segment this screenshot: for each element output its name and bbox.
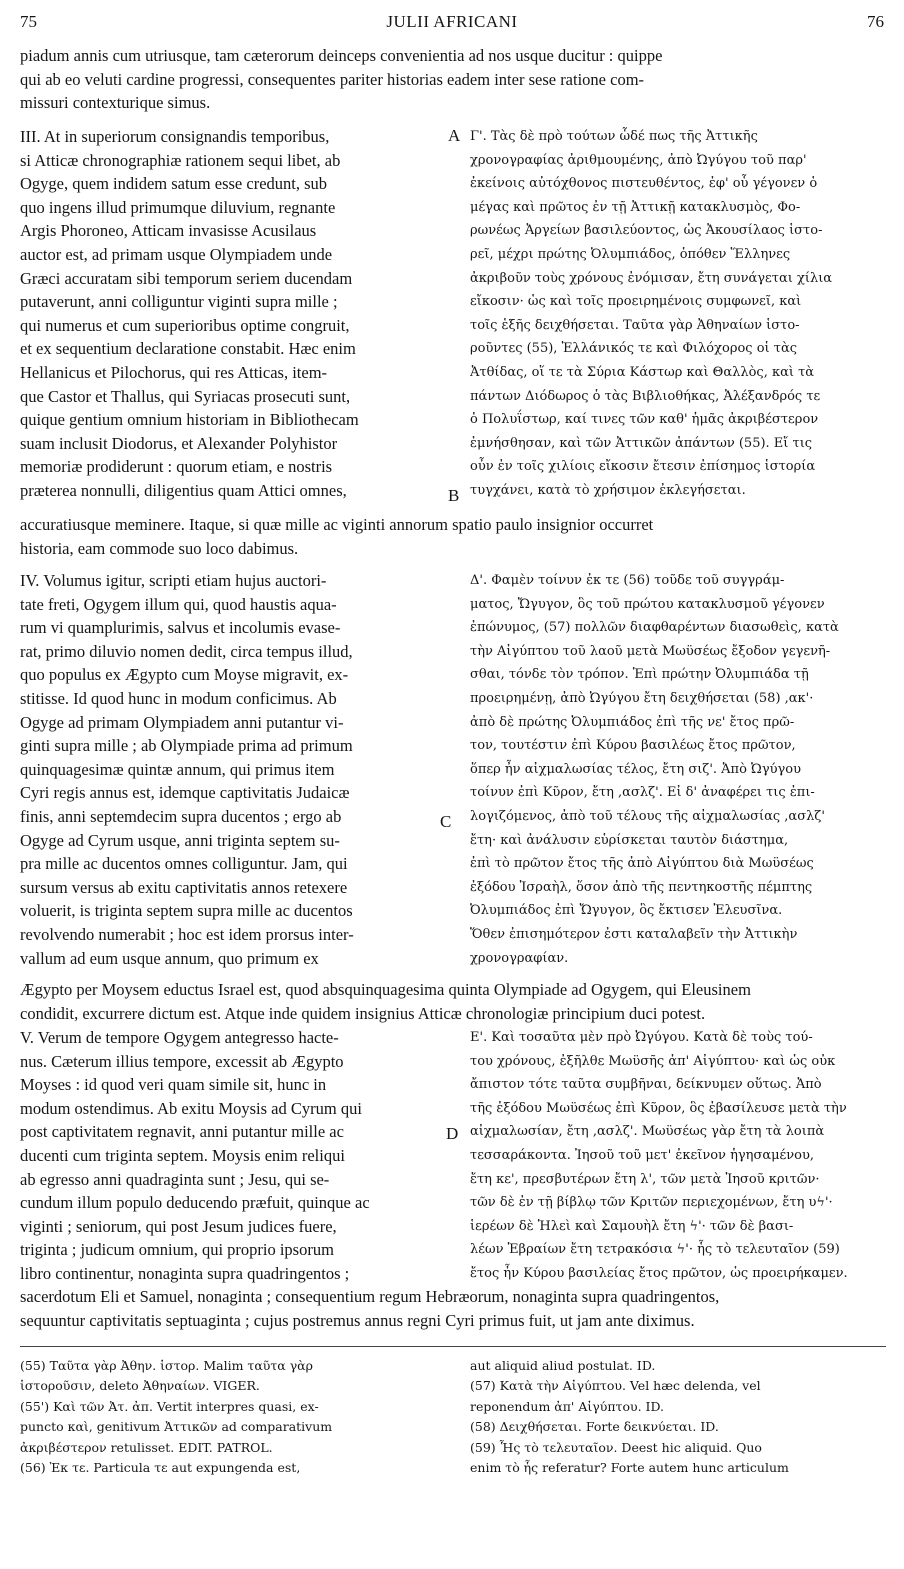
text-line: quo populus ex Ægypto cum Moyse migravit, ex- xyxy=(20,665,349,685)
footnotes-left xyxy=(20,1356,450,1478)
text-line: piadum annis cum utriusque, tam cæterorum deinceps convenientia ad nos usque ducitur : quippe xyxy=(20,46,663,65)
text-line: Argis Phoroneo, Atticam invasisse Acusilaus xyxy=(20,221,317,241)
text-line: προειρημένῃ, ἀπὸ Ὠγύγου ἔτη δειχθήσεται (58) ,ακ'· xyxy=(470,690,814,706)
text-line: ἐπὶ τὸ πρῶτον ἔτος τῆς ἀπὸ Αἰγύπτου διὰ Μωϋσέως xyxy=(470,856,814,872)
text-line: vallum ad eum usque annum, quo primum ex xyxy=(20,948,319,968)
text-line: Ε'. Καὶ τοσαῦτα μὲν πρὸ Ὠγύγου. Κατὰ δὲ τοὺς τού- xyxy=(470,1030,813,1045)
text-line: τῶν δὲ ἐν τῇ βίβλῳ τῶν Κριτῶν περιεχομένων, ἔτη υϟ'· xyxy=(470,1195,833,1211)
footnote-line: (55) Ταῦτα γὰρ Ἀθην. ἱστορ. Malim ταῦτα γὰρ xyxy=(20,1358,313,1373)
text-line: finis, anni septemdecim supra ducentos ; ergo ab xyxy=(20,806,342,826)
bridge-paragraph-1 xyxy=(20,513,886,560)
footnote-line: enim τὸ ἧς referatur? Forte autem hunc articulum xyxy=(470,1459,789,1475)
section-4-greek xyxy=(470,569,886,970)
section-3-latin xyxy=(20,125,448,503)
text-line: putaverunt, anni colliguntur viginti supra mille ; xyxy=(20,292,338,312)
footnote-line: (56) Ἐκ τε. Particula τε aut expungenda est, xyxy=(20,1459,301,1475)
text-line: libro continentur, nonaginta supra quadringentos ; xyxy=(20,1263,350,1283)
text-line: ἐμνήσθησαν, καὶ τῶν Ἀττικῶν ἁπάντων (55). Εἴ τις xyxy=(470,435,813,451)
section-3-greek xyxy=(470,125,886,503)
text-line: ὁ Πολυΐστωρ, καί τινες τῶν καθ' ἡμᾶς ἀκριβέστερον xyxy=(470,412,819,428)
text-line: IV. Volumus igitur, scripti etiam hujus auctori- xyxy=(20,571,327,590)
text-line: qui numerus et cum superioribus optime congruit, xyxy=(20,315,350,335)
text-line: λέων Ἑβραίων ἔτη τετρακόσια ϟ'· ἧς τὸ τελευταῖον (59) xyxy=(470,1242,840,1258)
text-line: voluerit, is triginta septem supra mille ac ducentos xyxy=(20,901,353,921)
footnote-line: puncto καὶ, genitivum Ἀττικῶν ad comparativum xyxy=(20,1419,333,1435)
text-line: χρονογραφίας ἀριθμουμένης, ἀπὸ Ὠγύγου τοῦ παρ' xyxy=(470,152,807,168)
text-line: ὅπερ ἦν αἰχμαλωσίας τέλος, ἔτη σιζ'. Ἀπὸ Ὠγύγου xyxy=(470,761,802,777)
text-line: του χρόνους, ἐξῆλθε Μωϋσῆς ἀπ' Αἰγύπτου· καὶ ὡς οὐκ xyxy=(470,1053,836,1069)
text-line: pra mille ac ducentos omnes colliguntur. Jam, qui xyxy=(20,854,348,874)
footnote-divider xyxy=(20,1346,886,1347)
text-line: et ex sequentium declaratione constabit. Hæc enim xyxy=(20,339,356,359)
text-line: post captivitatem regnavit, anni putantur mille ac xyxy=(20,1122,344,1142)
text-line: quique gentium omnium historiam in Bibliothecam xyxy=(20,410,359,430)
text-line: memoriæ prodiderunt : quorum etiam, e nostris xyxy=(20,457,333,477)
running-title: JULII AFRICANI xyxy=(386,12,518,31)
text-line: ἐξόδου Ἰσραὴλ, ὅσον ἀπὸ τῆς πεντηκοστῆς πέμπτης xyxy=(470,879,813,895)
text-line: λογιζόμενος, ἀπὸ τοῦ τέλους τῆς αἰχμαλωσίας ,ασλζ' xyxy=(470,808,825,824)
text-line: ἔτος ἦν Κύρου βασιλείας ἔτος πρῶτον, ὡς προειρήκαμεν. xyxy=(470,1265,848,1281)
footnote-line: ἀκριβέστερον retulisset. EDIT. PATROL. xyxy=(20,1439,273,1455)
text-line: que Castor et Thallus, qui Syriacas prosecuti sunt, xyxy=(20,386,351,406)
text-line: τυγχάνει, κατὰ τὸ χρήσιμον ἐκλεγήσεται. xyxy=(470,482,746,498)
text-line: viginti ; seniorum, qui post Jesum judices fuere, xyxy=(20,1216,337,1236)
margin-letter-b: B xyxy=(448,486,460,505)
text-line: Ἀτθίδας, οἵ τε τὰ Σύρια Κάστωρ καὶ Θαλλὸς, καὶ τὰ xyxy=(470,364,815,380)
text-line: Græci accuratam sibi temporum seriem ducendam xyxy=(20,268,353,288)
text-line: οὖν ἐν τοῖς χιλίοις εἴκοσιν ἔτεσιν ἐπίσημος ἱστορία xyxy=(470,459,816,475)
text-line: Moyses : id quod veri quam simile sit, hunc in xyxy=(20,1075,327,1095)
text-line: V. Verum de tempore Ogygem antegresso hacte- xyxy=(20,1028,339,1047)
text-line: missuri contexturique simus. xyxy=(20,93,211,113)
text-line: præterea nonnulli, diligentius quam Attici omnes, xyxy=(20,480,347,500)
footnote-line: (57) Κατὰ τὴν Αἰγύπτου. Vel hæc delenda, vel xyxy=(470,1378,761,1394)
text-line: qui ab eo veluti cardine progressi, consequentes pariter historias eadem inter sese ratione com- xyxy=(20,69,645,89)
page-header xyxy=(18,12,886,40)
text-line: sursum versus ab exitu captivitatis annos retexere xyxy=(20,877,348,897)
text-line: αἰχμαλωσίαν, ἔτη ,ασλζ'. Μωϋσέως γὰρ ἔτη τὰ λοιπὰ xyxy=(470,1124,825,1140)
text-line: τῆς ἐξόδου Μωϋσέως ἐπὶ Κῦρον, ὃς ἐβασίλευσε μετὰ τὴν xyxy=(470,1100,847,1116)
text-line: Ὀλυμπιάδος ἐπὶ Ὤγυγον, ὃς ἔκτισεν Ἐλευσῖνα. xyxy=(470,903,783,919)
text-line: sequuntur captivitatis septuaginta ; cujus postremus annus regni Cyri primus fuit, ut jam ante diximus. xyxy=(20,1310,695,1330)
page-number-left: 75 xyxy=(20,12,37,31)
bridge-paragraph-2 xyxy=(20,978,886,1025)
page-number-right: 76 xyxy=(867,12,884,31)
closing-paragraph xyxy=(20,1285,886,1332)
text-line: ματος, Ὤγυγον, ὃς τοῦ πρώτου κατακλυσμοῦ γέγονεν xyxy=(470,596,825,612)
text-line: πάντων Διόδωρος ὁ τὰς Βιβλιοθήκας, Ἀλέξανδρός τε xyxy=(470,388,821,404)
text-line: modum ostendimus. Ab exitu Moysis ad Cyrum qui xyxy=(20,1098,362,1118)
text-line: quo ingens illud primumque diluvium, regnante xyxy=(20,197,336,217)
text-line: tate freti, Ogygem illum qui, quod haustis aqua- xyxy=(20,594,337,614)
text-line: ἐπώνυμος, (57) πολλῶν διαφθαρέντων διασωθεὶς, κατὰ xyxy=(470,620,839,636)
text-line: III. At in superiorum consignandis temporibus, xyxy=(20,127,330,146)
text-line: ἐκείνοις αὐτόχθονος πιστευθέντος, ἐφ' οὗ γέγονεν ὁ xyxy=(470,176,818,192)
text-line: auctor est, ad primam usque Olympiadem unde xyxy=(20,244,333,264)
footnote-line: ἱστοροῦσιν, deleto Ἀθηναίων. VIGER. xyxy=(20,1378,260,1394)
section-5-greek xyxy=(470,1026,886,1286)
section-5-latin xyxy=(20,1026,448,1286)
text-line: ab egresso anni quadraginta sunt ; Jesu, qui se- xyxy=(20,1169,330,1189)
text-line: cundum illum populo deducendo præfuit, quinque ac xyxy=(20,1193,370,1213)
text-line: condidit, excurrere dictum est. Atque inde quidem insignius Atticæ chronologiæ principium duci potest. xyxy=(20,1003,706,1023)
text-line: ἄπιστον τότε ταῦτα συμβῆναι, δείκνυμεν οὕτως. Ἀπὸ xyxy=(470,1077,822,1093)
text-line: ἱερέων δὲ Ἠλεὶ καὶ Σαμουὴλ ἔτη ϟ'· τῶν δὲ βασι- xyxy=(470,1218,794,1234)
text-line: ρωνέως Ἀργείων βασιλεύοντος, ὡς Ἀκουσίλαος ἱστο- xyxy=(470,223,823,239)
text-line: stitisse. Id quod hunc in modum conficimus. Ab xyxy=(20,688,337,708)
text-line: rat, primo diluvio nomen dedit, circa tempus illud, xyxy=(20,641,353,661)
text-line: σθαι, τόνδε τὸν τρόπον. Ἐπὶ πρώτην Ὀλυμπιάδα τῇ xyxy=(470,667,809,683)
opening-paragraph xyxy=(20,44,886,115)
text-line: suam inclusit Diodorus, et Alexander Polyhistor xyxy=(20,433,338,453)
footnote-line: (59) Ἧς τὸ τελευταῖον. Deest hic aliquid. Quo xyxy=(470,1439,762,1455)
text-line: τον, τουτέστιν ἐπὶ Κύρου βασιλέως ἔτος πρῶτον, xyxy=(470,738,796,754)
text-line: τὴν Αἰγύπτου τοῦ λαοῦ μετὰ Μωϋσέως ἔξοδον γεγενῆ- xyxy=(470,643,831,659)
text-line: ginti supra mille ; ab Olympiade prima ad primum xyxy=(20,736,353,756)
text-line: sacerdotum Eli et Samuel, nonaginta ; consequentium regum Hebræorum, nonaginta supra quadringentos, xyxy=(20,1287,720,1306)
text-line: Hellanicus et Pilochorus, qui res Atticas, item- xyxy=(20,362,328,382)
footnote-line: aut aliquid aliud postulat. ID. xyxy=(470,1358,656,1373)
text-line: rum vi quamplurimis, salvus et incolumis evase- xyxy=(20,618,341,638)
footnote-line: (58) Δειχθήσεται. Forte δεικνύεται. ID. xyxy=(470,1419,719,1435)
text-line: triginta ; judicum omnium, qui proprio ipsorum xyxy=(20,1240,334,1260)
text-line: Ὅθεν ἐπισημότερον ἐστι καταλαβεῖν τὴν Ἀττικὴν xyxy=(470,926,798,942)
text-line: Cyri regis annus est, idemque captivitatis Judaicæ xyxy=(20,783,350,803)
text-line: ducenti cum triginta septem. Moysis enim reliqui xyxy=(20,1145,345,1165)
text-line: τοῖς ἑξῆς δειχθήσεται. Ταῦτα γὰρ Ἀθηναίων ἱστο- xyxy=(470,317,800,333)
text-line: μέγας καὶ πρῶτος ἐν τῇ Ἀττικῇ κατακλυσμὸς, Φο- xyxy=(470,199,801,215)
text-line: χρονογραφίαν. xyxy=(470,950,569,966)
text-line: τεσσαράκοντα. Ἰησοῦ τοῦ μετ' ἐκεῖνον ἡγησαμένου, xyxy=(470,1147,815,1163)
section-4-latin xyxy=(20,569,448,970)
text-line: εἴκοσιν· ὡς καὶ τοῖς προειρημένοις συμφωνεῖ, καὶ xyxy=(470,294,802,310)
text-line: ἀπὸ δὲ πρώτης Ὀλυμπιάδος ἐπὶ τῆς νε' ἔτος πρῶ- xyxy=(470,714,795,730)
text-line: ἀκριβοῦν τοὺς χρόνους ἐνόμισαν, ἔτη συνάγεται χίλια xyxy=(470,270,833,286)
text-line: Ogyge ad primam Olympiadem anni putantur vi- xyxy=(20,712,344,732)
text-line: nus. Cæterum illius tempore, excessit ab Ægypto xyxy=(20,1051,344,1071)
text-line: Ogyge, quem indidem satum esse credunt, sub xyxy=(20,174,328,194)
text-line: ροῦντες (55), Ἑλλάνικός τε καὶ Φιλόχορος οἱ τὰς xyxy=(470,341,798,357)
footnote-line: reponendum ἀπ' Αἰγύπτου. ID. xyxy=(470,1398,665,1414)
text-line: τοίνυν ἐπὶ Κῦρον, ἔτη ,ασλζ'. Εἰ δ' ἀναφέρει τις ἐπι- xyxy=(470,785,815,801)
margin-letter-a: A xyxy=(448,126,461,145)
text-line: si Atticæ chronographiæ rationem sequi libet, ab xyxy=(20,150,341,170)
text-line: Δ'. Φαμὲν τοίνυν ἐκ τε (56) τοῦδε τοῦ συγγράμ- xyxy=(470,573,785,588)
margin-letter-c: C xyxy=(440,812,452,831)
text-line: ἔτη· καὶ ἀνάλυσιν εὑρίσκεται ταυτὸν διάστημα, xyxy=(470,832,789,848)
footnotes-right xyxy=(470,1356,888,1478)
margin-letter-d: D xyxy=(446,1124,459,1143)
footnote-line: (55') Καὶ τῶν Ἀτ. ἀπ. Vertit interpres quasi, ex- xyxy=(20,1398,319,1414)
text-line: accuratiusque meminere. Itaque, si quæ mille ac viginti annorum spatio paulo insignior occurret xyxy=(20,515,654,534)
text-line: Γ'. Τὰς δὲ πρὸ τούτων ὧδέ πως τῆς Ἀττικῆς xyxy=(470,129,758,144)
text-line: Ogyge ad Cyrum usque, anni triginta septem su- xyxy=(20,830,340,850)
text-line: historia, eam commode suo loco dabimus. xyxy=(20,538,299,558)
text-line: quinquagesimæ quintæ annum, qui primus item xyxy=(20,759,335,779)
text-line: ἔτη κε', πρεσβυτέρων ἔτη λ', τῶν μετὰ Ἰησοῦ κριτῶν· xyxy=(470,1171,820,1187)
text-line: Ægypto per Moysem eductus Israel est, quod absquinquagesima quinta Olympiade ad Ogygem, qui Eleusinem xyxy=(20,980,751,999)
text-line: ρεῖ, μέχρι πρώτης Ὀλυμπιάδος, ὁπόθεν Ἕλληνες xyxy=(470,246,791,262)
text-line: revolvendo numerabit ; hoc est idem prorsus inter- xyxy=(20,924,354,944)
